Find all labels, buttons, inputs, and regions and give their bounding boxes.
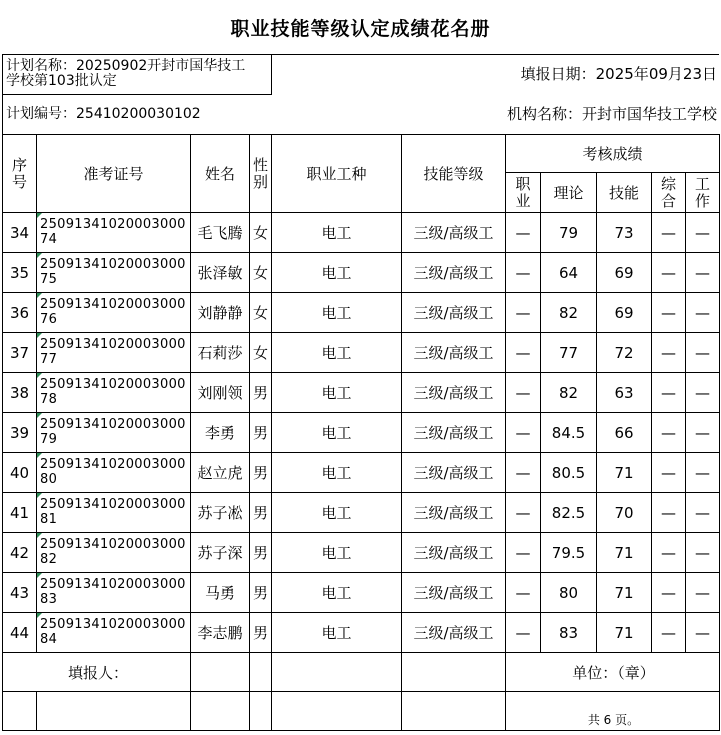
- score-comp-cell: —: [652, 533, 686, 573]
- score-theory-cell: 79: [541, 213, 597, 253]
- header-exam-no: 准考证号: [37, 135, 191, 213]
- level-cell: 三级/高级工: [402, 493, 506, 533]
- score-skill-cell: 71: [597, 533, 652, 573]
- score-prof-cell: —: [506, 573, 541, 613]
- table-row: [3, 453, 720, 493]
- footer-row-1: [3, 653, 720, 692]
- seq-cell: 39: [3, 413, 37, 453]
- score-skill-cell: 73: [597, 213, 652, 253]
- score-theory-cell: 82: [541, 293, 597, 333]
- score-comp-cell: —: [652, 253, 686, 293]
- gender-cell: 男: [250, 373, 272, 413]
- level-cell: 三级/高级工: [402, 253, 506, 293]
- footer-cell: [37, 692, 191, 731]
- gender-cell: 男: [250, 493, 272, 533]
- gender-cell: 女: [250, 253, 272, 293]
- seq-cell: 34: [3, 213, 37, 253]
- footer-cell: [272, 653, 402, 692]
- level-cell: 三级/高级工: [402, 533, 506, 573]
- score-skill-cell: 71: [597, 453, 652, 493]
- score-comp-cell: —: [652, 573, 686, 613]
- score-skill-cell: 70: [597, 493, 652, 533]
- score-comp-cell: —: [652, 413, 686, 453]
- info-left-border: [2, 54, 3, 134]
- name-cell: 赵立虎: [191, 453, 250, 493]
- gender-cell: 女: [250, 333, 272, 373]
- score-comp-cell: —: [652, 293, 686, 333]
- score-comp-cell: —: [652, 453, 686, 493]
- score-comp-cell: —: [652, 333, 686, 373]
- footer-cell: [272, 692, 402, 731]
- level-cell: 三级/高级工: [402, 573, 506, 613]
- footer-cell: [402, 653, 506, 692]
- exam-number-cell: 2509134102000300077: [37, 333, 191, 373]
- score-theory-cell: 79.5: [541, 533, 597, 573]
- footer-pages: 共 6 页。: [506, 692, 720, 731]
- footer-cell: [250, 653, 272, 692]
- gender-cell: 男: [250, 613, 272, 653]
- seq-cell: 42: [3, 533, 37, 573]
- level-cell: 三级/高级工: [402, 373, 506, 413]
- score-skill-cell: 71: [597, 573, 652, 613]
- name-cell: 李志鹏: [191, 613, 250, 653]
- score-work-cell: —: [686, 573, 720, 613]
- score-table: [2, 134, 720, 731]
- score-theory-cell: 82.5: [541, 493, 597, 533]
- score-skill-cell: 71: [597, 613, 652, 653]
- score-prof-cell: —: [506, 533, 541, 573]
- score-comp-cell: —: [652, 373, 686, 413]
- plan-name: [6, 59, 245, 89]
- table-row: [3, 213, 720, 253]
- header-score-theory: 理论: [541, 173, 597, 213]
- seq-cell: 36: [3, 293, 37, 333]
- score-comp-cell: —: [652, 493, 686, 533]
- score-work-cell: —: [686, 253, 720, 293]
- occupation-cell: 电工: [272, 253, 402, 293]
- occupation-cell: 电工: [272, 333, 402, 373]
- header-score-prof: 职业: [506, 173, 541, 213]
- occupation-cell: 电工: [272, 533, 402, 573]
- footer-cell: [250, 692, 272, 731]
- occupation-cell: 电工: [272, 493, 402, 533]
- occupation-cell: 电工: [272, 213, 402, 253]
- occupation-cell: 电工: [272, 373, 402, 413]
- occupation-cell: 电工: [272, 293, 402, 333]
- header-seq: 序号: [3, 135, 37, 213]
- header-score-skill: 技能: [597, 173, 652, 213]
- plan-number: 计划编号：25410200030102: [6, 106, 201, 122]
- exam-number-cell: 2509134102000300079: [37, 413, 191, 453]
- table-row: [3, 253, 720, 293]
- score-prof-cell: —: [506, 493, 541, 533]
- gender-cell: 男: [250, 533, 272, 573]
- plan-name-line2: 学校第103批认定: [6, 73, 117, 89]
- exam-number-cell: 2509134102000300075: [37, 253, 191, 293]
- score-theory-cell: 77: [541, 333, 597, 373]
- score-prof-cell: —: [506, 373, 541, 413]
- table-row: [3, 573, 720, 613]
- exam-number-cell: 2509134102000300076: [37, 293, 191, 333]
- table-row: [3, 533, 720, 573]
- level-cell: 三级/高级工: [402, 413, 506, 453]
- exam-number-cell: 2509134102000300082: [37, 533, 191, 573]
- info-mid-border: [2, 94, 272, 95]
- table-row: [3, 493, 720, 533]
- score-skill-cell: 63: [597, 373, 652, 413]
- header-scores: 考核成绩: [506, 135, 720, 173]
- seq-cell: 38: [3, 373, 37, 413]
- info-top-border: [2, 54, 719, 55]
- gender-cell: 男: [250, 453, 272, 493]
- exam-number-cell: 2509134102000300083: [37, 573, 191, 613]
- seq-cell: 35: [3, 253, 37, 293]
- score-work-cell: —: [686, 333, 720, 373]
- header-level: 技能等级: [402, 135, 506, 213]
- exam-number-cell: 2509134102000300078: [37, 373, 191, 413]
- header-row-1: [3, 135, 720, 173]
- gender-cell: 女: [250, 213, 272, 253]
- level-cell: 三级/高级工: [402, 213, 506, 253]
- name-cell: 石莉莎: [191, 333, 250, 373]
- score-theory-cell: 83: [541, 613, 597, 653]
- level-cell: 三级/高级工: [402, 333, 506, 373]
- name-cell: 毛飞腾: [191, 213, 250, 253]
- footer-row-2: [3, 692, 720, 731]
- seq-cell: 40: [3, 453, 37, 493]
- score-skill-cell: 69: [597, 253, 652, 293]
- name-cell: 马勇: [191, 573, 250, 613]
- score-prof-cell: —: [506, 453, 541, 493]
- score-work-cell: —: [686, 453, 720, 493]
- score-comp-cell: —: [652, 213, 686, 253]
- name-cell: 苏子凇: [191, 493, 250, 533]
- gender-cell: 男: [250, 413, 272, 453]
- footer-cell: [191, 692, 250, 731]
- plan-name-line1: 计划名称：20250902开封市国华技工: [6, 58, 246, 74]
- seq-cell: 44: [3, 613, 37, 653]
- footer-cell: [191, 653, 250, 692]
- name-cell: 刘静静: [191, 293, 250, 333]
- page-title: 职业技能等级认定成绩花名册: [230, 17, 491, 40]
- name-cell: 李勇: [191, 413, 250, 453]
- exam-number-cell: 2509134102000300084: [37, 613, 191, 653]
- occupation-cell: 电工: [272, 413, 402, 453]
- header-occupation: 职业工种: [272, 135, 402, 213]
- score-work-cell: —: [686, 533, 720, 573]
- name-cell: 刘刚领: [191, 373, 250, 413]
- score-work-cell: —: [686, 613, 720, 653]
- table-row: [3, 413, 720, 453]
- score-work-cell: —: [686, 493, 720, 533]
- score-work-cell: —: [686, 213, 720, 253]
- score-prof-cell: —: [506, 293, 541, 333]
- header-score-work: 工作: [686, 173, 720, 213]
- score-comp-cell: —: [652, 613, 686, 653]
- score-skill-cell: 72: [597, 333, 652, 373]
- info-divider: [271, 54, 272, 94]
- score-skill-cell: 69: [597, 293, 652, 333]
- table-row: [3, 333, 720, 373]
- gender-cell: 男: [250, 573, 272, 613]
- seq-cell: 37: [3, 333, 37, 373]
- score-prof-cell: —: [506, 213, 541, 253]
- occupation-cell: 电工: [272, 613, 402, 653]
- occupation-cell: 电工: [272, 453, 402, 493]
- org-name: 机构名称：开封市国华技工学校: [506, 105, 717, 123]
- score-prof-cell: —: [506, 333, 541, 373]
- table-row: [3, 293, 720, 333]
- table-row: [3, 613, 720, 653]
- score-theory-cell: 80.5: [541, 453, 597, 493]
- header-score-comp: 综合: [652, 173, 686, 213]
- score-work-cell: —: [686, 293, 720, 333]
- gender-cell: 女: [250, 293, 272, 333]
- occupation-cell: 电工: [272, 573, 402, 613]
- exam-number-cell: 2509134102000300080: [37, 453, 191, 493]
- header-gender: 性别: [250, 135, 272, 213]
- level-cell: 三级/高级工: [402, 293, 506, 333]
- footer-filler-label: 填报人：: [3, 653, 191, 692]
- level-cell: 三级/高级工: [402, 453, 506, 493]
- score-theory-cell: 82: [541, 373, 597, 413]
- score-prof-cell: —: [506, 253, 541, 293]
- score-theory-cell: 84.5: [541, 413, 597, 453]
- score-prof-cell: —: [506, 613, 541, 653]
- seq-cell: 41: [3, 493, 37, 533]
- report-date: 填报日期：2025年09月23日: [520, 65, 717, 83]
- exam-number-cell: 2509134102000300074: [37, 213, 191, 253]
- header-name: 姓名: [191, 135, 250, 213]
- name-cell: 张泽敏: [191, 253, 250, 293]
- footer-cell: [3, 692, 37, 731]
- exam-number-cell: 2509134102000300081: [37, 493, 191, 533]
- score-prof-cell: —: [506, 413, 541, 453]
- score-work-cell: —: [686, 413, 720, 453]
- score-theory-cell: 64: [541, 253, 597, 293]
- table-row: [3, 373, 720, 413]
- seq-cell: 43: [3, 573, 37, 613]
- score-work-cell: —: [686, 373, 720, 413]
- level-cell: 三级/高级工: [402, 613, 506, 653]
- name-cell: 苏子深: [191, 533, 250, 573]
- score-skill-cell: 66: [597, 413, 652, 453]
- footer-unit-label: 单位：（章）: [506, 653, 720, 692]
- footer-cell: [402, 692, 506, 731]
- score-theory-cell: 80: [541, 573, 597, 613]
